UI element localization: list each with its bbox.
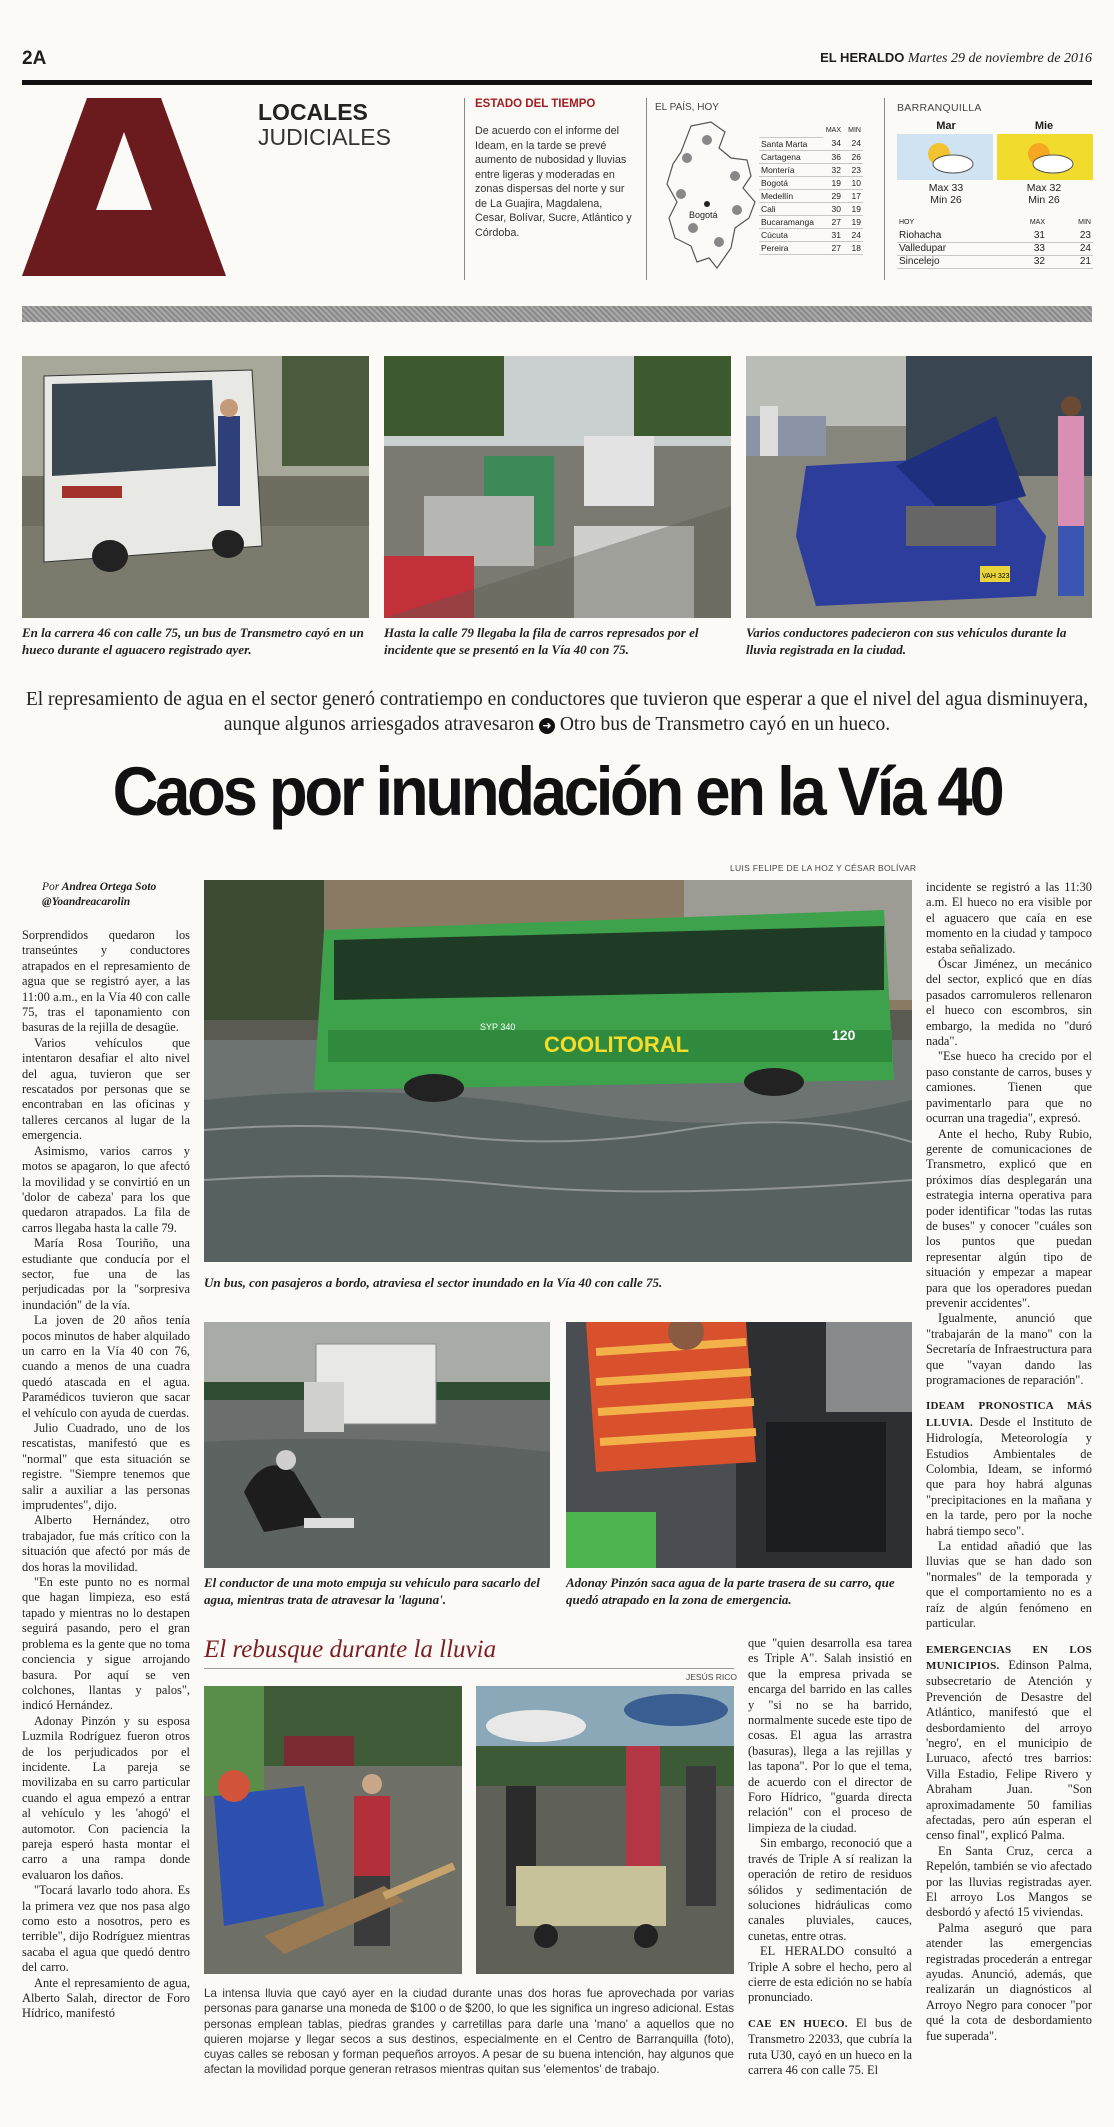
deck-text: El represamiento de agua en el sector generó contratiempo en conductores que tuvieron que esperar a que el nivel del agua disminuyera, aunque algunos arriesgados atravesaron bbox=[25, 689, 1089, 735]
paper-dateline bbox=[820, 50, 1092, 67]
rebusque-title: El rebusque durante la lluvia bbox=[204, 1636, 497, 1663]
city-row: Riohacha 31 23 bbox=[899, 229, 1091, 241]
local-forecast-days bbox=[897, 120, 1093, 206]
map-city-label: Bogotá bbox=[689, 210, 718, 220]
author-name: Andrea Ortega Soto bbox=[61, 881, 157, 893]
city-row: Pereira 27 18 bbox=[761, 242, 861, 253]
weather-forecast bbox=[464, 98, 636, 280]
day-max: Max 32 bbox=[1026, 182, 1062, 194]
regional-temps-table: HOY MAX MIN Riohacha 31 23 Valledupar 33 24 Sincelejo 32 21 bbox=[899, 219, 1091, 267]
article-column-3: incidente se registró a las 11:30 a.m. El hueco no era visible por el aguacero que caía en ese momento en la ciudad y tampoco estaba señalizado. Óscar Jiménez, un mecánico del sector, explicó que en días pasados carromuleros rellenaron el hueco con escombros, sin embargo, la medida no "duró nada". "Ese hueco ha crecido por el paso constante de carros, buses y camiones. Tienen que pavimentarlo para que no ocurran una tragedia", expresó. Ante el hecho, Ruby Rubio, gerente de comunicaciones de Transmetro, explicó que en próximos días desplegarán una estrategia interna operativa para poder identificar "todas las rutas de buses" y conocer "cuáles son los puntos que puedan representar algún tipo de situación y empezar a mapear para que los operadores puedan prevenir accidentes". Igualmente, anunció que "trabajarán de la mano" con la Secretaría de Infraestructura para que "vayan dando las programaciones de reparación". IDEAM PRONOSTICA MÁS LLUVIA. Desde el Instituto de Hidrología, Meteorología y Estudios Ambientales de Colombia, Ideam, se informó que para hoy habrá algunas "precipitaciones en la mañana y en la tarde, pero por la noche habrá tiempo seco". La entidad añadió que las lluvias que se han dado son "normales" de la temporada y que el comportamiento no es a raíz de algún fenómeno en particular. EMERGENCIAS EN LOS MUNICIPIOS. Edinson Palma, subsecretario de Atención y Prevención de Desastre del Atlántico, manifestó que el desbordamiento del arroyo 'negro', en el municipio de Luruaco, afectó tres barrios: Villa Estadio, Felipe Rivero y Abraham Juan. "Son aproximadamente 50 familias afectadas, pero aún esperan el censo final", explicó Palma. En Santa Cruz, cerca a Repelón, también se vio afectado por las lluvias registradas ayer. El arroyo Los Mangos se desbordó y afectó 15 viviendas. Palma aseguró que para atender las emergencias registradas procederán a entregar ayudas. Anunció, además, que realizarán un diagnósticos al Arroyo Negro para conocer "por qué la cota de desbordamiento fue superada". bbox=[926, 880, 1092, 2043]
header-rule bbox=[22, 80, 1092, 85]
day-min: Min 26 bbox=[930, 194, 962, 206]
photo-adonay-car bbox=[566, 1322, 912, 1568]
related-story-link[interactable]: Otro bus de Transmetro cayó en un hueco. bbox=[559, 714, 891, 735]
local-city: BARRANQUILLA bbox=[897, 102, 982, 114]
author-handle: @Yoandreacarolin bbox=[42, 896, 131, 908]
section-logo bbox=[22, 98, 226, 276]
caption-stalled-car: Varios conductores padecieron con sus vehículos durante la lluvia registrada en la ciudad. bbox=[746, 625, 1067, 657]
city-row: Santa Marta 34 24 bbox=[761, 138, 861, 149]
subhead-ideam: IDEAM PRONOSTICA MÁS LLUVIA. bbox=[926, 1400, 1092, 1429]
subhead-emergencias: EMERGENCIAS EN LOS MUNICIPIOS. bbox=[926, 1643, 1092, 1672]
page-number: 2A bbox=[22, 48, 47, 69]
day-name: Mie bbox=[1034, 120, 1054, 132]
photo-rebusque-plank bbox=[204, 1686, 462, 1974]
col-max: MAX bbox=[825, 127, 841, 134]
city-row: Bucaramanga 27 19 bbox=[761, 216, 861, 227]
weather-title: ESTADO DEL TIEMPO bbox=[475, 98, 596, 110]
col-min: MIN bbox=[848, 127, 861, 134]
caption-bus-in-hole: En la carrera 46 con calle 75, un bus de Transmetro cayó en un hueco durante el aguacero registrado ayer. bbox=[22, 625, 364, 657]
svg-text:COOLITORAL: COOLITORAL bbox=[544, 1032, 690, 1057]
article-deck bbox=[22, 687, 1092, 737]
paper-name: EL HERALDO bbox=[820, 50, 905, 65]
day-max: Max 33 bbox=[928, 182, 964, 194]
photo-rebusque-cart bbox=[476, 1686, 734, 1974]
photo-credit: LUIS FELIPE DE LA HOZ Y CÉSAR BOLÍVAR bbox=[730, 863, 917, 873]
svg-text:SYP 340: SYP 340 bbox=[480, 1022, 516, 1032]
byline: Por Andrea Ortega Soto @Yoandreacarolin bbox=[42, 881, 157, 908]
rebusque-credit: JESÚS RICO bbox=[686, 1672, 738, 1682]
issue-date: Martes 29 de noviembre de 2016 bbox=[907, 51, 1092, 66]
local-weather-panel bbox=[884, 98, 1092, 280]
section-letter-logo bbox=[22, 98, 226, 276]
weather-map-panel bbox=[646, 98, 874, 280]
rebusque-rule bbox=[204, 1668, 734, 1669]
city-row: Cali 30 19 bbox=[761, 203, 861, 214]
subhead-cae-en-hueco: CAE EN HUECO. bbox=[748, 2017, 848, 2030]
section-name: LOCALES bbox=[258, 99, 368, 125]
city-row: Valledupar 33 24 bbox=[899, 243, 1091, 254]
photo-stalled-car bbox=[746, 356, 1092, 618]
article-column-2b: que "quien desarrolla esa tarea es Triple A". Salah insistió en que la empresa privada se encarga del barrido en las calles y "si no se ha barrido, normalmente sucede este tipo de cosas. El agua las arrastra (basuras), llega a las rejillas y las tapona". Por lo que el tema, de acuerdo con el director de Foro Hídrico, "guarda directa relación" con el proceso de limpieza de la ciudad. Sin embargo, reconoció que a través de Triple A sí realizan la operación de retiro de residuos sólidos y sedimentación de soluciones hidráulicas como canales pluviales, cauces, cunetas, entre otras. EL HERALDO consultó a Triple A sobre el hecho, pero al cierre de esta edición no se había pronunciado. CAE EN HUECO. El bus de Transmetro 22033, que cubría la ruta U30, cayó en un hueco en la carrera 46 con calle 75. El bbox=[748, 1636, 912, 2077]
day-name: Mar bbox=[936, 120, 956, 132]
arrow-circle-icon[interactable]: ➜ bbox=[539, 718, 555, 734]
section-title bbox=[258, 100, 391, 150]
caption-adonay: Adonay Pinzón saca agua de la parte trasera de su carro, que quedó atrapado en la zona de emergencia. bbox=[566, 1575, 895, 1607]
photo-moto-push bbox=[204, 1322, 550, 1568]
photo-bus-in-hole bbox=[22, 356, 369, 618]
caption-main-photo: Un bus, con pasajeros a bordo, atraviesa el sector inundado en la Vía 40 con calle 75. bbox=[204, 1275, 663, 1290]
national-temps-table bbox=[759, 124, 863, 255]
partly-cloudy-icon bbox=[897, 134, 993, 180]
city-row: Sincelejo 32 21 bbox=[899, 256, 1091, 267]
partly-sunny-icon bbox=[997, 134, 1093, 180]
article-column-1: Sorprendidos quedaron los transeúntes y conductores atrapados en el represamiento de agua que se registró ayer, a las 11:00 a.m., en la Vía 40 con calle 75, tras el taponamiento con basuras de la rejilla de desagüe. Varios vehículos que intentaron desafiar el alto nivel del agua, tuvieron que ser rescatados por personas que se encontraban en las oficinas y talleres cercanos al lugar de la emergencia. Asimismo, varios carros y motos se apagaron, lo que afectó la movilidad y se convirtió en un 'dolor de cabeza' para los que quedaron atrapados. La fila de carros llegaba hasta la calle 79. María Rosa Touriño, una estudiante que conducía por el sector, fue una de las perjudicadas por la "sorpresiva inundación" de la vía. La joven de 20 años tenía pocos minutos de haber alquilado un carro en la Vía 40 con 76, cuando a menos de una cuadra quedó atascada en el agua. Paramédicos tuvieron que sacar el vehículo con ayuda de cuerdas. Julio Cuadrado, uno de los rescatistas, manifestó que es "normal" que esta situación se registre. "Siempre tenemos que salir a auxiliar a las personas imprudentes", dijo. Alberto Hernández, otro trabajador, fue más crítico con la situación que afectó por más de dos horas la movilidad. "En este punto no es normal que hagan limpieza, eso está tapado y mientras no lo destapen seguirá pasando, pero el gran problema es la gente que no toma conciencia y sigue arrojando basura. Por aquí se ven colchones, llantas y palos", indicó Hernández. Adonay Pinzón y su esposa Luzmila Rodríguez fueron otros de los perjudicados por el incidente. La pareja se movilizaba en su carro particular cuando el agua empezó a entrar al vehículo y les 'ahogó' el automotor. Con paciencia la pareja esperó hasta montar el carro a una rampa donde evaluaron los daños. "Tocará lavarlo todo ahora. Es la primera vez que nos pasa algo como esto a nosotros, pero es terrible", dijo Rodríguez mientras sacaba el agua que quedó dentro del carro. Ante el represamiento de agua, Alberto Salah, director de Foro Hídrico, manifestó bbox=[22, 928, 190, 2021]
section-divider-band bbox=[22, 306, 1092, 322]
headline: Caos por inundación en la Vía 40 bbox=[112, 753, 1002, 830]
photo-main-bus-flood bbox=[204, 880, 912, 1262]
svg-text:120: 120 bbox=[832, 1027, 856, 1043]
city-row: Cúcuta 31 24 bbox=[761, 229, 861, 240]
city-row: Cartagena 36 26 bbox=[761, 151, 861, 162]
colombia-map bbox=[651, 118, 773, 278]
city-row: Medellín 29 17 bbox=[761, 190, 861, 201]
weather-map-title: EL PAÍS, HOY bbox=[655, 102, 719, 113]
section-subname: JUDICIALES bbox=[258, 124, 391, 150]
svg-text:VAH 323: VAH 323 bbox=[982, 573, 1010, 580]
rebusque-text: La intensa lluvia que cayó ayer en la ciudad durante unas dos horas fue aprovechada por varias personas para ganarse una moneda de $100 o de $200, lo que les significa un ingreso adicional. Estas personas emplean tablas, piedras grandes y carretillas para darle una 'mano' a aquellos que no quieren mojarse y llegar secos a sus destinos, especialmente en el Centro de Barranquilla (foto), cuyas calles se rebosan y forman pequeños arroyos. A pesar de su buena intención, hay algunos que afectan la movilidad porque generan retrasos mientras quitan sus 'elementos' de trabajo. bbox=[204, 1987, 734, 2077]
caption-traffic-line: Hasta la calle 79 llegaba la fila de carros represados por el incidente que se presentó en la Vía 40 con 75. bbox=[384, 625, 699, 657]
day-forecast bbox=[995, 120, 1093, 206]
day-forecast bbox=[897, 120, 995, 206]
photo-traffic-line bbox=[384, 356, 731, 618]
city-row: Montería 32 23 bbox=[761, 164, 861, 175]
caption-moto: El conductor de una moto empuja su vehículo para sacarlo del agua, mientras trata de atravesar la 'laguna'. bbox=[204, 1575, 540, 1607]
weather-forecast-text: De acuerdo con el informe del Ideam, en la tarde se prevé aumento de nubosidad y lluvias entre ligeras y moderadas en zonas dispersas del norte y sur de La Guajira, Magdalena, Cesar, Bolívar, Sucre, Atlántico y Córdoba. bbox=[475, 125, 632, 239]
city-row: Bogotá 19 10 bbox=[761, 177, 861, 188]
day-min: Min 26 bbox=[1028, 194, 1060, 206]
